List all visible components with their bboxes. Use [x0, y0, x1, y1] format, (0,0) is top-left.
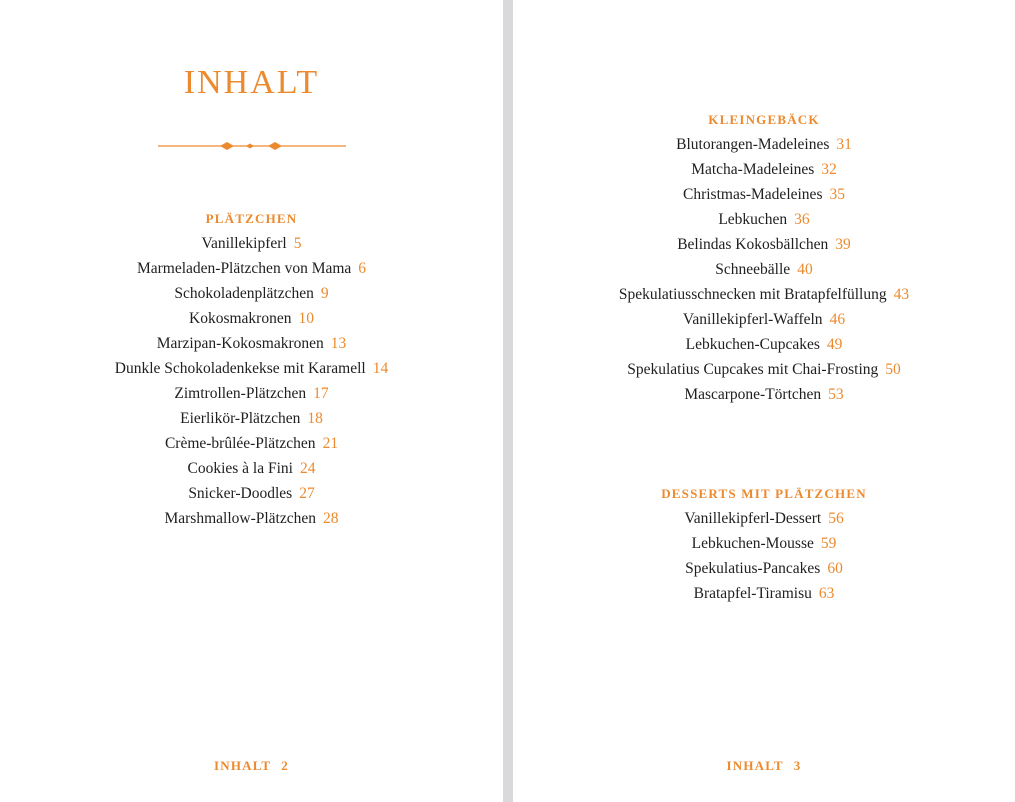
toc-entry-title: Lebkuchen	[718, 211, 788, 228]
toc-entry-page-number: 17	[313, 385, 329, 402]
toc-entry[interactable]	[513, 357, 1015, 382]
toc-entry[interactable]	[0, 381, 503, 406]
toc-entry-title: Cookies à la Fini	[187, 460, 293, 477]
toc-entry[interactable]	[513, 257, 1015, 282]
footer-label: INHALT	[214, 758, 272, 773]
toc-entry-title: Dunkle Schokoladenkekse mit Karamell	[114, 360, 366, 377]
toc-entry[interactable]	[513, 332, 1015, 357]
toc-entry[interactable]	[513, 581, 1015, 606]
toc-entry-title: Vanillekipferl-Dessert	[684, 510, 822, 527]
section-heading: DESSERTS MIT PLÄTZCHEN	[661, 486, 867, 501]
toc-entry-page-number: 36	[794, 211, 810, 228]
toc-entry-page-number: 63	[818, 585, 835, 602]
toc-entry-page-number: 14	[372, 360, 389, 377]
toc-entry[interactable]	[513, 157, 1015, 182]
toc-entry-title: Spekulatius Cupcakes mit Chai-Frosting	[627, 361, 879, 378]
toc-entry-page-number: 56	[828, 510, 844, 527]
toc-entry-page-number: 24	[299, 460, 316, 477]
toc-entry-title: Christmas-Madeleines	[683, 186, 823, 203]
toc-entry[interactable]	[0, 306, 503, 331]
toc-section-desserts	[513, 481, 1015, 606]
toc-entry[interactable]	[0, 281, 503, 306]
toc-entry-title: Lebkuchen-Mousse	[691, 535, 814, 552]
toc-entry[interactable]	[0, 506, 503, 531]
toc-entry[interactable]	[513, 556, 1015, 581]
toc-entry[interactable]	[0, 406, 503, 431]
toc-entry-page-number: 59	[820, 535, 837, 552]
toc-entry-page-number: 60	[827, 560, 843, 577]
toc-entry[interactable]	[513, 282, 1015, 307]
footer-label: INHALT	[726, 758, 784, 773]
toc-entry-title: Bratapfel-Tiramisu	[693, 585, 812, 602]
footer-page-number: 3	[793, 758, 802, 773]
footer-page-number: 2	[281, 758, 289, 773]
toc-entry-title: Blutorangen-Madeleines	[676, 136, 830, 153]
toc-entry-page-number: 27	[299, 485, 315, 502]
toc-entry-title: Snicker-Doodles	[188, 485, 293, 502]
toc-entry-page-number: 10	[298, 310, 314, 327]
page-footer	[0, 758, 503, 774]
toc-entry-title: Vanillekipferl	[201, 235, 287, 252]
toc-entry[interactable]	[0, 431, 503, 456]
toc-entry[interactable]	[0, 481, 503, 506]
toc-entry-page-number: 32	[821, 161, 837, 178]
toc-entry-title: Marzipan-Kokosmakronen	[156, 335, 324, 352]
left-page	[0, 0, 503, 802]
toc-entry-page-number: 28	[323, 510, 339, 527]
page-title: INHALT	[183, 64, 320, 101]
toc-entry-title: Marmeladen-Plätzchen von Mama	[136, 260, 352, 277]
toc-entry[interactable]	[513, 506, 1015, 531]
toc-entry-page-number: 5	[293, 235, 302, 252]
toc-entry-page-number: 46	[829, 311, 846, 328]
toc-entry[interactable]	[513, 132, 1015, 157]
toc-entry[interactable]	[0, 456, 503, 481]
toc-entry[interactable]	[0, 331, 503, 356]
toc-entry-page-number: 40	[797, 261, 813, 278]
toc-entry[interactable]	[0, 256, 503, 281]
page-footer	[513, 758, 1015, 774]
toc-entry-page-number: 43	[893, 286, 910, 303]
toc-entry-title: Zimtrollen-Plätzchen	[174, 385, 307, 402]
toc-section-kleingebaeck	[513, 107, 1015, 407]
toc-entry-page-number: 6	[358, 260, 367, 277]
toc-entry-page-number: 53	[828, 386, 844, 403]
toc-entry[interactable]	[513, 232, 1015, 257]
toc-section-plaetzchen	[0, 206, 503, 531]
toc-entry-title: Kokosmakronen	[189, 310, 292, 327]
toc-entry-title: Eierlikör-Plätzchen	[180, 410, 301, 427]
toc-entry-page-number: 50	[885, 361, 901, 378]
toc-entry-page-number: 21	[322, 435, 339, 452]
toc-entry[interactable]	[0, 231, 503, 256]
toc-entry[interactable]	[513, 207, 1015, 232]
toc-entry-title: Belindas Kokosbällchen	[677, 236, 829, 253]
toc-entry-title: Marshmallow-Plätzchen	[164, 510, 316, 527]
toc-entry-title: Schokoladenplätzchen	[174, 285, 314, 302]
toc-entry-page-number: 49	[826, 336, 843, 353]
toc-entry-page-number: 9	[320, 285, 329, 302]
toc-entry[interactable]	[0, 356, 503, 381]
toc-entry-title: Lebkuchen-Cupcakes	[685, 336, 820, 353]
toc-entry[interactable]	[513, 182, 1015, 207]
section-heading: KLEINGEBÄCK	[708, 112, 820, 127]
toc-entry-page-number: 31	[836, 136, 852, 153]
toc-entry-page-number: 13	[330, 335, 347, 352]
toc-entry-title: Matcha-Madeleines	[691, 161, 815, 178]
toc-entry-title: Vanillekipferl-Waffeln	[682, 311, 823, 328]
right-page	[513, 0, 1015, 802]
toc-entry-page-number: 39	[835, 236, 851, 253]
section-heading: PLÄTZCHEN	[205, 211, 298, 226]
toc-entry-page-number: 35	[829, 186, 845, 203]
toc-entry-title: Spekulatius-Pancakes	[685, 560, 821, 577]
ornament-divider	[158, 137, 346, 155]
toc-entry-page-number: 18	[307, 410, 323, 427]
toc-entry[interactable]	[513, 307, 1015, 332]
toc-entry-title: Mascarpone-Törtchen	[684, 386, 822, 403]
toc-entry[interactable]	[513, 382, 1015, 407]
toc-entry-title: Schneebälle	[715, 261, 791, 278]
toc-entry-title: Spekulatiusschnecken mit Bratapfelfüllung	[618, 286, 887, 303]
toc-entry[interactable]	[513, 531, 1015, 556]
toc-entry-title: Crème-brûlée-Plätzchen	[164, 435, 316, 452]
